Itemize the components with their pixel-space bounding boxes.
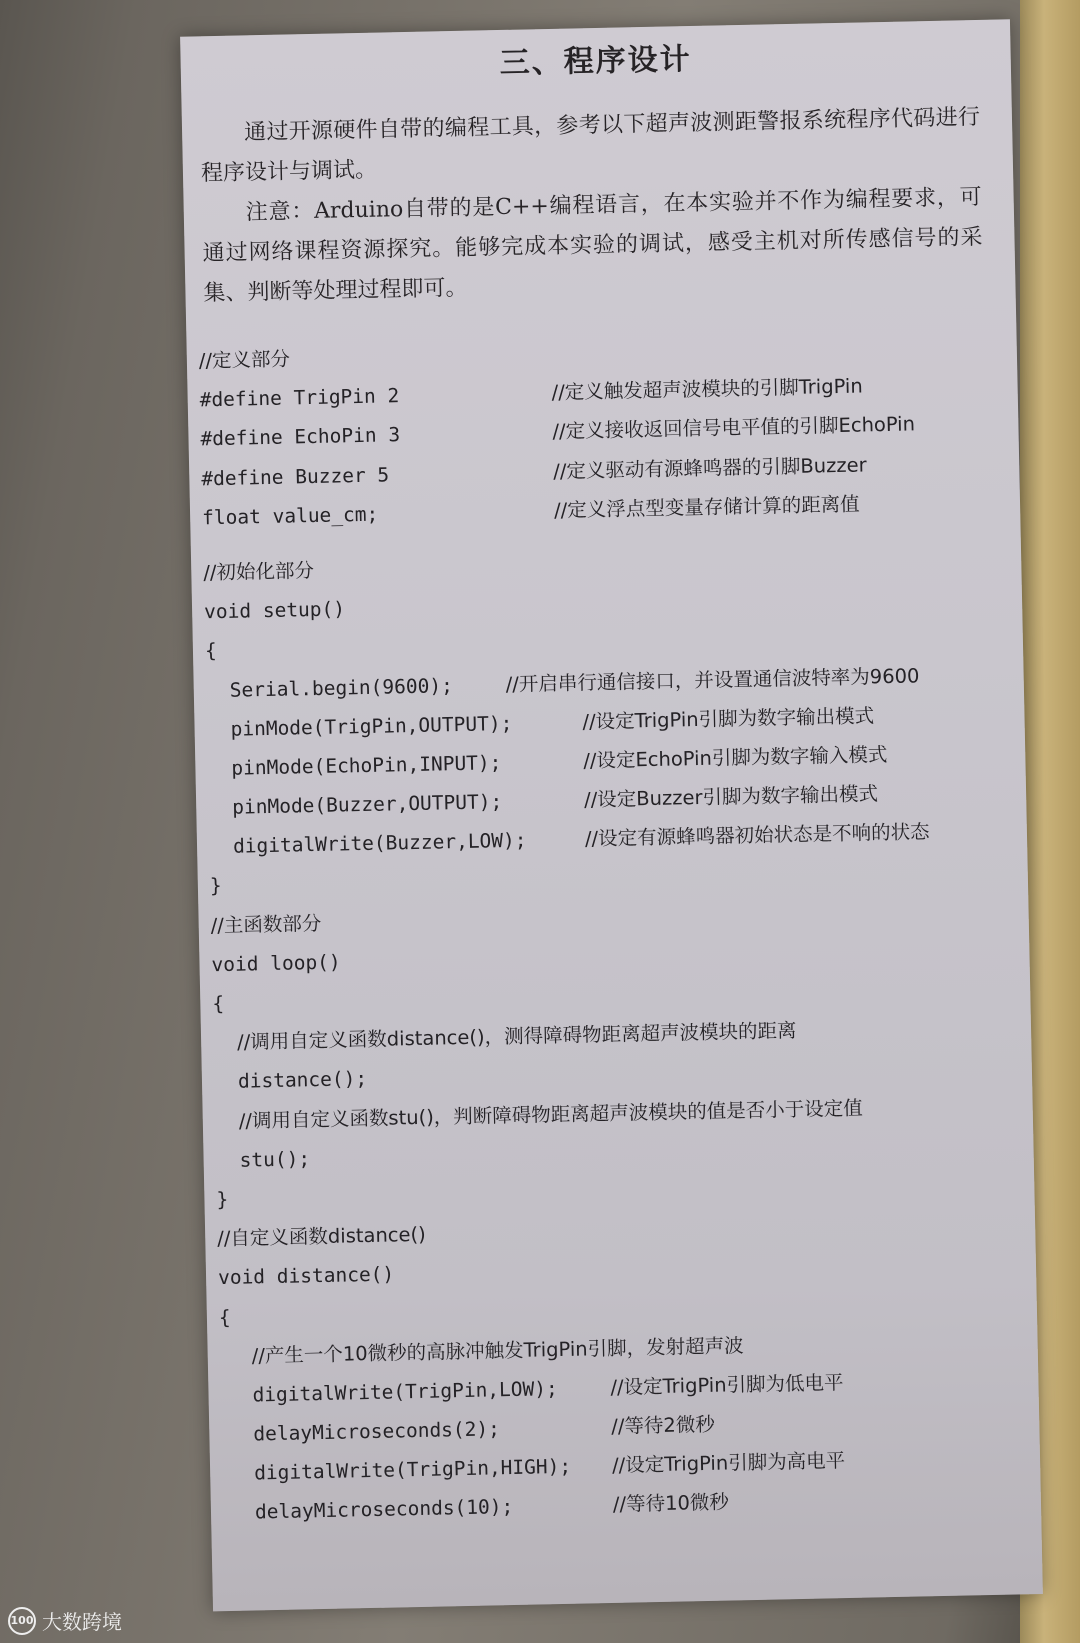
code-comment: //设定EchoPin引脚为数字输入模式 [583,742,888,773]
code-text: distance(); [237,1067,368,1094]
code-text: #define TrigPin 2 [199,384,400,412]
code-text: { [204,639,217,663]
code-comment: //设定有源蜂鸣器初始状态是不响的状态 [584,820,930,851]
code-text: delayMicroseconds(2); [253,1417,501,1446]
code-comment: //开启串行通信接口，并设置通信波特率为9600 [505,663,920,696]
code-comment: //设定TrigPin引脚为数字输出模式 [582,703,875,734]
code-text: delayMicroseconds(10); [254,1495,514,1524]
intro-paragraph: 通过开源硬件自带的编程工具，参考以下超声波测距警报系统程序代码进行程序设计与调试。 [200,104,981,187]
code-text: { [218,1305,231,1329]
code-comment: //主函数部分 [210,911,322,937]
code-comment: //定义浮点型变量存储计算的距离值 [553,492,860,522]
code-text: void distance() [217,1262,395,1290]
code-comment: //等待2微秒 [611,1412,716,1439]
code-comment: //自定义函数distance() [217,1222,426,1251]
code-text: float value_cm; [201,502,379,530]
code-text: void loop() [211,950,341,977]
code-text: digitalWrite(TrigPin,HIGH); [253,1455,572,1485]
watermark-logo-icon: 100 [8,1607,36,1635]
section-title: 三、程序设计 [499,41,693,81]
code-comment: //定义触发超声波模块的引脚TrigPin [551,374,863,405]
code-comment: //等待10微秒 [612,1490,730,1517]
code-text: void setup() [203,597,346,624]
watermark-text: 大数跨境 [42,1610,122,1634]
code-text: Serial.begin(9600); [229,673,454,702]
code-comment: //设定TrigPin引脚为低电平 [610,1370,844,1399]
code-listing [198,325,1023,1533]
code-comment: //定义驱动有源蜂鸣器的引脚Buzzer [553,452,867,483]
code-text: pinMode(Buzzer,OUTPUT); [232,790,503,819]
code-text: pinMode(TrigPin,OUTPUT); [230,711,513,741]
code-text: } [209,874,222,898]
code-text: digitalWrite(Buzzer,LOW); [232,828,527,859]
code-text: } [216,1187,229,1212]
code-text: pinMode(EchoPin,INPUT); [231,750,502,780]
code-comment: //调用自定义函数stu()，判断障碍物距离超声波模块的值是否小于设定值 [238,1096,863,1133]
code-comment: //定义接收返回信号电平值的引脚EchoPin [552,412,916,444]
code-text: #define EchoPin 3 [200,423,401,451]
code-comment: //产生一个10微秒的高脉冲触发TrigPin引脚，发射超声波 [251,1333,744,1368]
note-paragraph: 注意：Arduino自带的是C++编程语言，在本实验并不作为编程要求，可通过网络课程资源探究。能够完成本实验的调试，感受主机对所传感信号的采集、判断等处理过程即可。 [202,184,983,307]
code-text: stu(); [239,1146,311,1172]
code-comment: //初始化部分 [203,558,315,585]
code-comment: //调用自定义函数distance()，测得障碍物距离超声波模块的距离 [236,1019,797,1054]
book-page [180,19,1043,1611]
code-text: #define Buzzer 5 [201,462,390,490]
code-text: { [212,991,225,1016]
code-text: digitalWrite(TrigPin,LOW); [252,1376,558,1407]
code-comment: //定义部分 [198,347,291,373]
code-comment: //设定TrigPin引脚为高电平 [611,1449,846,1478]
code-comment: //设定Buzzer引脚为数字输出模式 [583,782,879,812]
watermark [8,1606,122,1635]
